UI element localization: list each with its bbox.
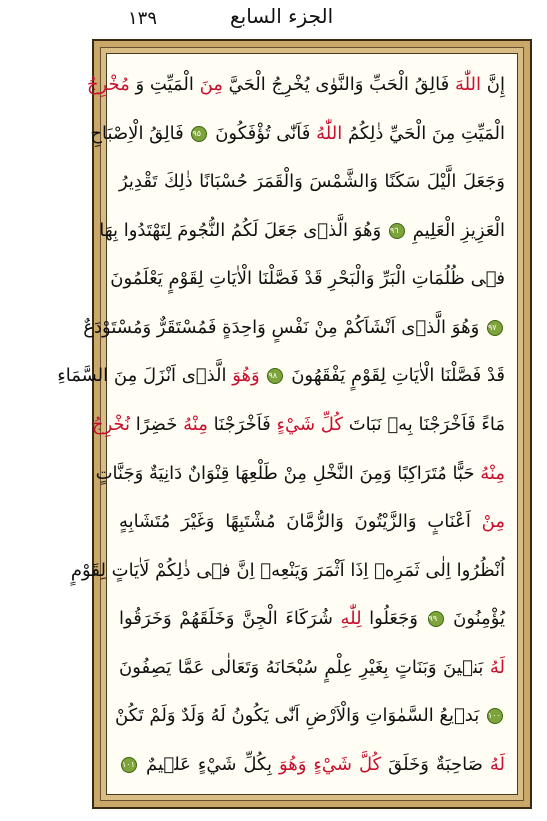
highlighted-word: لَهُ	[489, 656, 505, 678]
text-line	[83, 309, 505, 347]
highlighted-word: اللّٰهَ	[454, 74, 482, 95]
verse-text: اُنْظُرُوا اِلٰى ثَمَرِهٖ اِذَا اَثْمَرَ وَيَنْعِهٖ اِنَّ فٖى ذٰلِكُمْ لَاٰيَاتٍ لِقَوْمٍ	[70, 559, 505, 581]
highlighted-word: مِنْ	[481, 511, 505, 533]
text-line	[110, 260, 505, 298]
verse-text: بِكُلِّ شَيْءٍ عَلٖيمٌ	[139, 753, 279, 775]
verse-text: وَجَعَلُوا	[361, 608, 426, 630]
verse-text: وَهُوَ الَّذٖى اَنْشَاَكُمْ مِنْ نَفْسٍ وَاحِدَةٍ فَمُسْتَقَرٌّ وَمُسْتَوْدَعٌ	[83, 316, 485, 338]
frame-border	[57, 47, 524, 801]
verse-text: اَعْنَابٍ وَالزَّيْتُونَ وَالرُّمَّانَ مُشْتَبِهًا وَغَيْرَ مُتَشَابِهٍ	[119, 511, 482, 533]
verse-text: الْمَيِّتِ مِنَ الْحَيِّ ذٰلِكُمُ	[342, 122, 505, 144]
ayah-number-marker: ٩٦	[389, 223, 405, 239]
ornamental-frame	[57, 39, 532, 809]
verse-text: صَاحِبَةٌ وَخَلَقَ	[381, 753, 490, 775]
ayah-number-marker: ٩٩	[428, 611, 444, 627]
text-line	[119, 600, 505, 638]
verse-text: قَدْ فَصَّلْنَا الْاٰيَاتِ لِقَوْمٍ يَفْقَهُونَ	[285, 365, 505, 387]
verse-text: مَاءً فَاَخْرَجْنَا بِهٖ نَبَاتَ	[343, 413, 505, 435]
highlighted-word: مِنْهُ	[480, 462, 505, 484]
verse-text: بَنٖينَ وَبَنَاتٍ بِغَيْرِ عِلْمٍ سُبْحَانَهُ وَتَعَالٰى عَمَّا يَصِفُونَ	[119, 656, 490, 678]
text-line	[119, 746, 505, 784]
ayah-number-marker: ١٠١	[121, 757, 137, 773]
text-line	[114, 697, 505, 735]
verse-text: الَّذٖى اَنْزَلَ مِنَ السَّمَاءِ	[57, 365, 233, 387]
highlighted-word: اللّٰهُ	[316, 122, 343, 144]
verse-text: خَضِرًا	[130, 413, 184, 435]
highlighted-word: لَهُ	[489, 753, 505, 775]
ayah-number-marker: ١٠٠	[487, 708, 503, 724]
text-line	[57, 357, 505, 395]
verse-text: بَدٖيعُ السَّمٰوَاتِ وَالْاَرْضِ اَنّٰى يَكُونُ لَهُ وَلَدٌ وَلَمْ تَكُنْ	[114, 705, 485, 727]
highlighted-word: وَهُوَ	[278, 753, 307, 775]
verse-text: شُرَكَاءَ الْجِنَّ وَخَلَقَهُمْ وَخَرَقُوا	[119, 608, 341, 630]
text-line	[119, 163, 505, 201]
highlighted-word: لِلّٰهِ	[340, 608, 362, 630]
verse-text: فَاَخْرَجْنَا	[207, 413, 277, 435]
highlighted-word: كُلَّ شَيْءٍ	[313, 753, 382, 775]
highlighted-word: مُخْرِجُ	[86, 74, 130, 95]
text-panel	[57, 53, 518, 795]
highlighted-word: نُخْرِجُ	[91, 413, 131, 435]
verse-text: فَالِقُ الْحَبِّ وَالنَّوٰى يُخْرِجُ الْحَيَّ	[222, 74, 455, 95]
verse-text: الْعَزِيزِ الْعَلِيمِ	[406, 219, 505, 241]
ayah-number-marker: ٩٥	[191, 126, 207, 142]
text-line	[70, 552, 505, 590]
verse-text: وَهُوَ الَّذٖى جَعَلَ لَكُمُ النُّجُومَ لِتَهْتَدُوا بِهَا	[99, 219, 387, 241]
page-number: ١٣٩	[128, 8, 158, 29]
verse-text: فَالِقُ الْاِصْبَاحِ	[90, 122, 190, 144]
page-header	[0, 0, 547, 40]
text-line	[91, 406, 505, 444]
verse-text: وَجَعَلَ الَّيْلَ سَكَنًا وَالشَّمْسَ وَالْقَمَرَ حُسْبَانًا ذٰلِكَ تَقْدِيرُ	[119, 171, 505, 193]
ayah-number-marker: ٩٨	[267, 368, 283, 384]
quran-text	[57, 66, 505, 784]
highlighted-word: وَهُوَ	[232, 365, 260, 387]
verse-text: الْمَيِّتِ وَ	[129, 74, 200, 95]
verse-text: فَاَنّٰى تُؤْفَكُونَ	[209, 122, 317, 144]
verse-text: إِنَّ	[481, 74, 505, 95]
juz-title: الجزء السابع	[230, 4, 334, 28]
text-line	[86, 66, 505, 104]
text-line	[90, 115, 505, 153]
highlighted-word: مِنَ	[199, 74, 223, 95]
highlighted-word: مِنْهُ	[183, 413, 208, 435]
text-line	[99, 212, 505, 250]
highlighted-word: كُلِّ شَيْءٍ	[276, 413, 343, 435]
verse-text: فٖى ظُلُمَاتِ الْبَرِّ وَالْبَحْرِ قَدْ فَصَّلْنَا الْاٰيَاتِ لِقَوْمٍ يَعْلَمُونَ	[110, 268, 505, 290]
ayah-number-marker: ٩٧	[487, 320, 503, 336]
text-line	[119, 649, 505, 687]
verse-text: يُؤْمِنُونَ	[445, 608, 505, 630]
text-line	[119, 503, 505, 541]
verse-text: حَبًّا مُتَرَاكِبًا وَمِنَ النَّخْلِ مِنْ طَلْعِهَا قِنْوَانٌ دَانِيَةٌ وَجَنَّاتٍ	[95, 462, 481, 484]
text-line	[95, 455, 505, 493]
verse-text	[260, 365, 266, 386]
